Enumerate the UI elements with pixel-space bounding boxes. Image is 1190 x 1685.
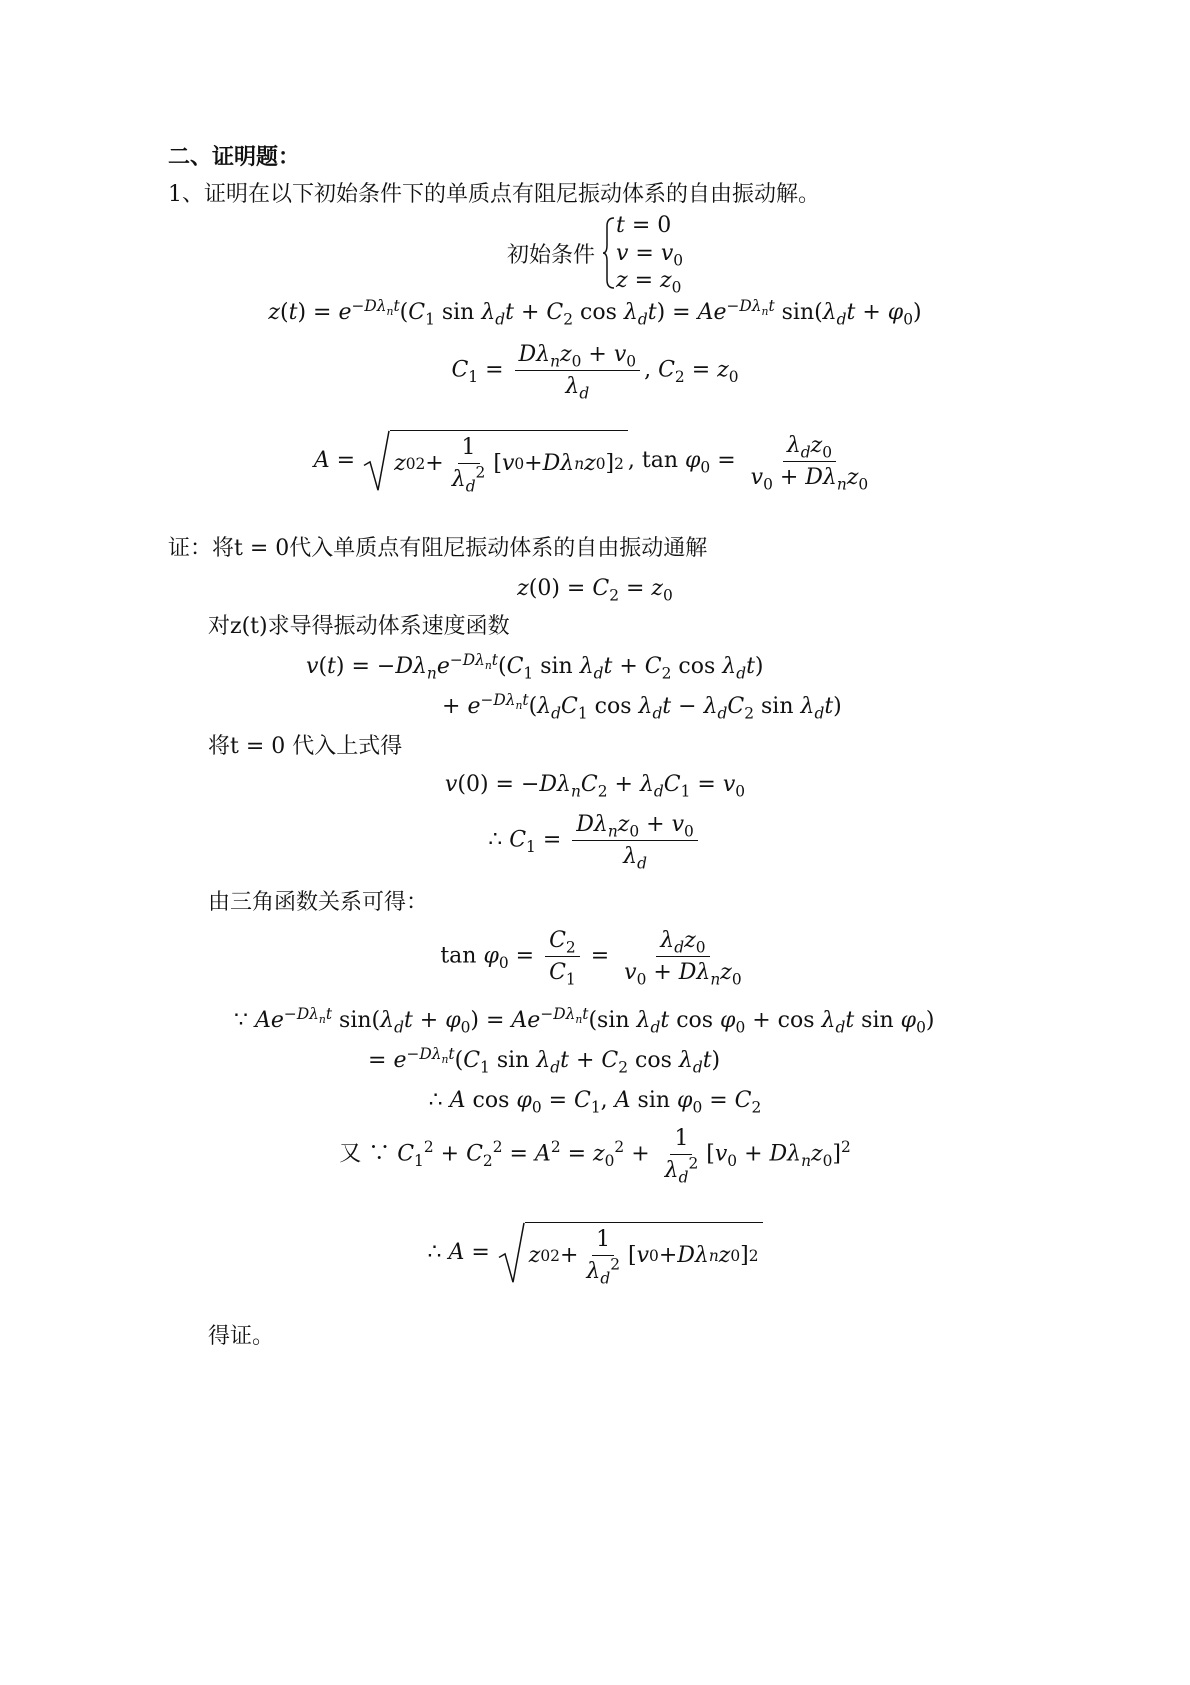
problem-statement: 1、证明在以下初始条件下的单质点有阻尼振动体系的自由振动解。 — [168, 182, 820, 207]
equation-a-result: ∴ A = z 0 2 + $\frac{1}{\lambda_d^2}$ [ v 0 + Dλ n z 0 ] 2 — [0, 1222, 1190, 1284]
step-substitute: 将t = 0 代入上式得 — [208, 734, 403, 759]
equation-general-solution: $z(t) = e^{-D\lambda_nt}(C_1$ $\sin \lambda_dt + C_2$ $\cos \lambda_dt) = Ae^{-D\lambda_nt}$ $\sin(\lambda_dt + \varphi_0)$ — [268, 296, 922, 329]
equation-expand-line2: = $e^{-D\lambda_nt}(C_1$ $\sin \lambda_dt + C_2$ $\cos \lambda_dt$) — [368, 1044, 721, 1077]
initial-conditions-label: 初始条件 — [506, 242, 595, 268]
equation-tan-phi: $\tan \varphi_0$ = $\frac{C_2}{C_1}$ = $\frac{\lambda_dz_0}{v_0 + D\lambda_nz_0}$ — [440, 928, 742, 989]
equation-a-squared: 又 ∵ $C_1^2 + C_2^2 = A^2 = z_0^2$ + $\frac{1}{\lambda_d^2}$ $[v_0 + D\lambda_nz_0]^2$ — [339, 1126, 851, 1187]
equation-amplitude-phase: A = z 0 2 + $\frac{1}{\lambda_d^2}$ [ v 0 + Dλ n z 0 ] 2 , $\tan \varphi_0$ = $\frac{\lambda_dz_0}{v_0 + D\lambda_nz_0}$ — [0, 430, 1190, 492]
equation-a-cos-sin: ∴ A $\cos \varphi_0 = C_1$, A $\sin \varphi_0 = C_2$ — [428, 1088, 762, 1117]
left-brace-icon — [602, 217, 616, 289]
equation-velocity-line2: + $e^{-D\lambda_nt}(\lambda_dC_1$ $\cos \lambda_dt - \lambda_dC_2$ $\sin \lambda_dt$) — [442, 690, 842, 723]
condition-t: t = 0 — [615, 213, 672, 238]
condition-v: $v = v_0$ — [615, 240, 684, 269]
prefix-you: 又 — [339, 1141, 362, 1167]
conclusion: 得证。 — [208, 1324, 275, 1349]
equation-v0: $v(0) = -D\lambda_nC_2 + \lambda_dC_1 = v_0$ — [444, 772, 746, 801]
equation-c1-result: ∴ $C_1$ = $\frac{D\lambda_nz_0 + v_0}{\lambda_d}$ — [0, 812, 1190, 869]
proof-intro: 证：将t = 0代入单质点有阻尼振动体系的自由振动通解 — [168, 536, 708, 561]
step-derivative: 对z(t)求导得振动体系速度函数 — [208, 614, 510, 639]
equation-c1-c2: $C_1$ = $\frac{D\lambda_nz_0 + v_0}{\lambda_d}$ , $C_2 = z_0$ — [451, 342, 739, 403]
step-trig: 由三角函数关系可得： — [208, 890, 429, 915]
condition-z: $z = z_0$ — [615, 268, 682, 297]
equation-velocity-line1: $v(t) = -D\lambda_ne^{-D\lambda_nt}(C_1$ $\sin \lambda_dt + C_2$ $\cos \lambda_dt$) — [306, 650, 764, 683]
equation-z0: $z(0) = C_2 = z_0$ — [517, 576, 673, 605]
section-heading: 二、证明题： — [168, 144, 301, 170]
equation-expand-line1: ∵ $Ae^{-D\lambda_nt}$ $\sin(\lambda_dt + \varphi_0) = Ae^{-D\lambda_nt}(\sin$ $\lambda_dt$ $\cos \varphi_0 + \cos \lambda_dt$ $\sin \varphi_0$) — [234, 1004, 935, 1037]
initial-conditions-lines — [616, 212, 683, 295]
initial-conditions-block — [0, 212, 1190, 295]
